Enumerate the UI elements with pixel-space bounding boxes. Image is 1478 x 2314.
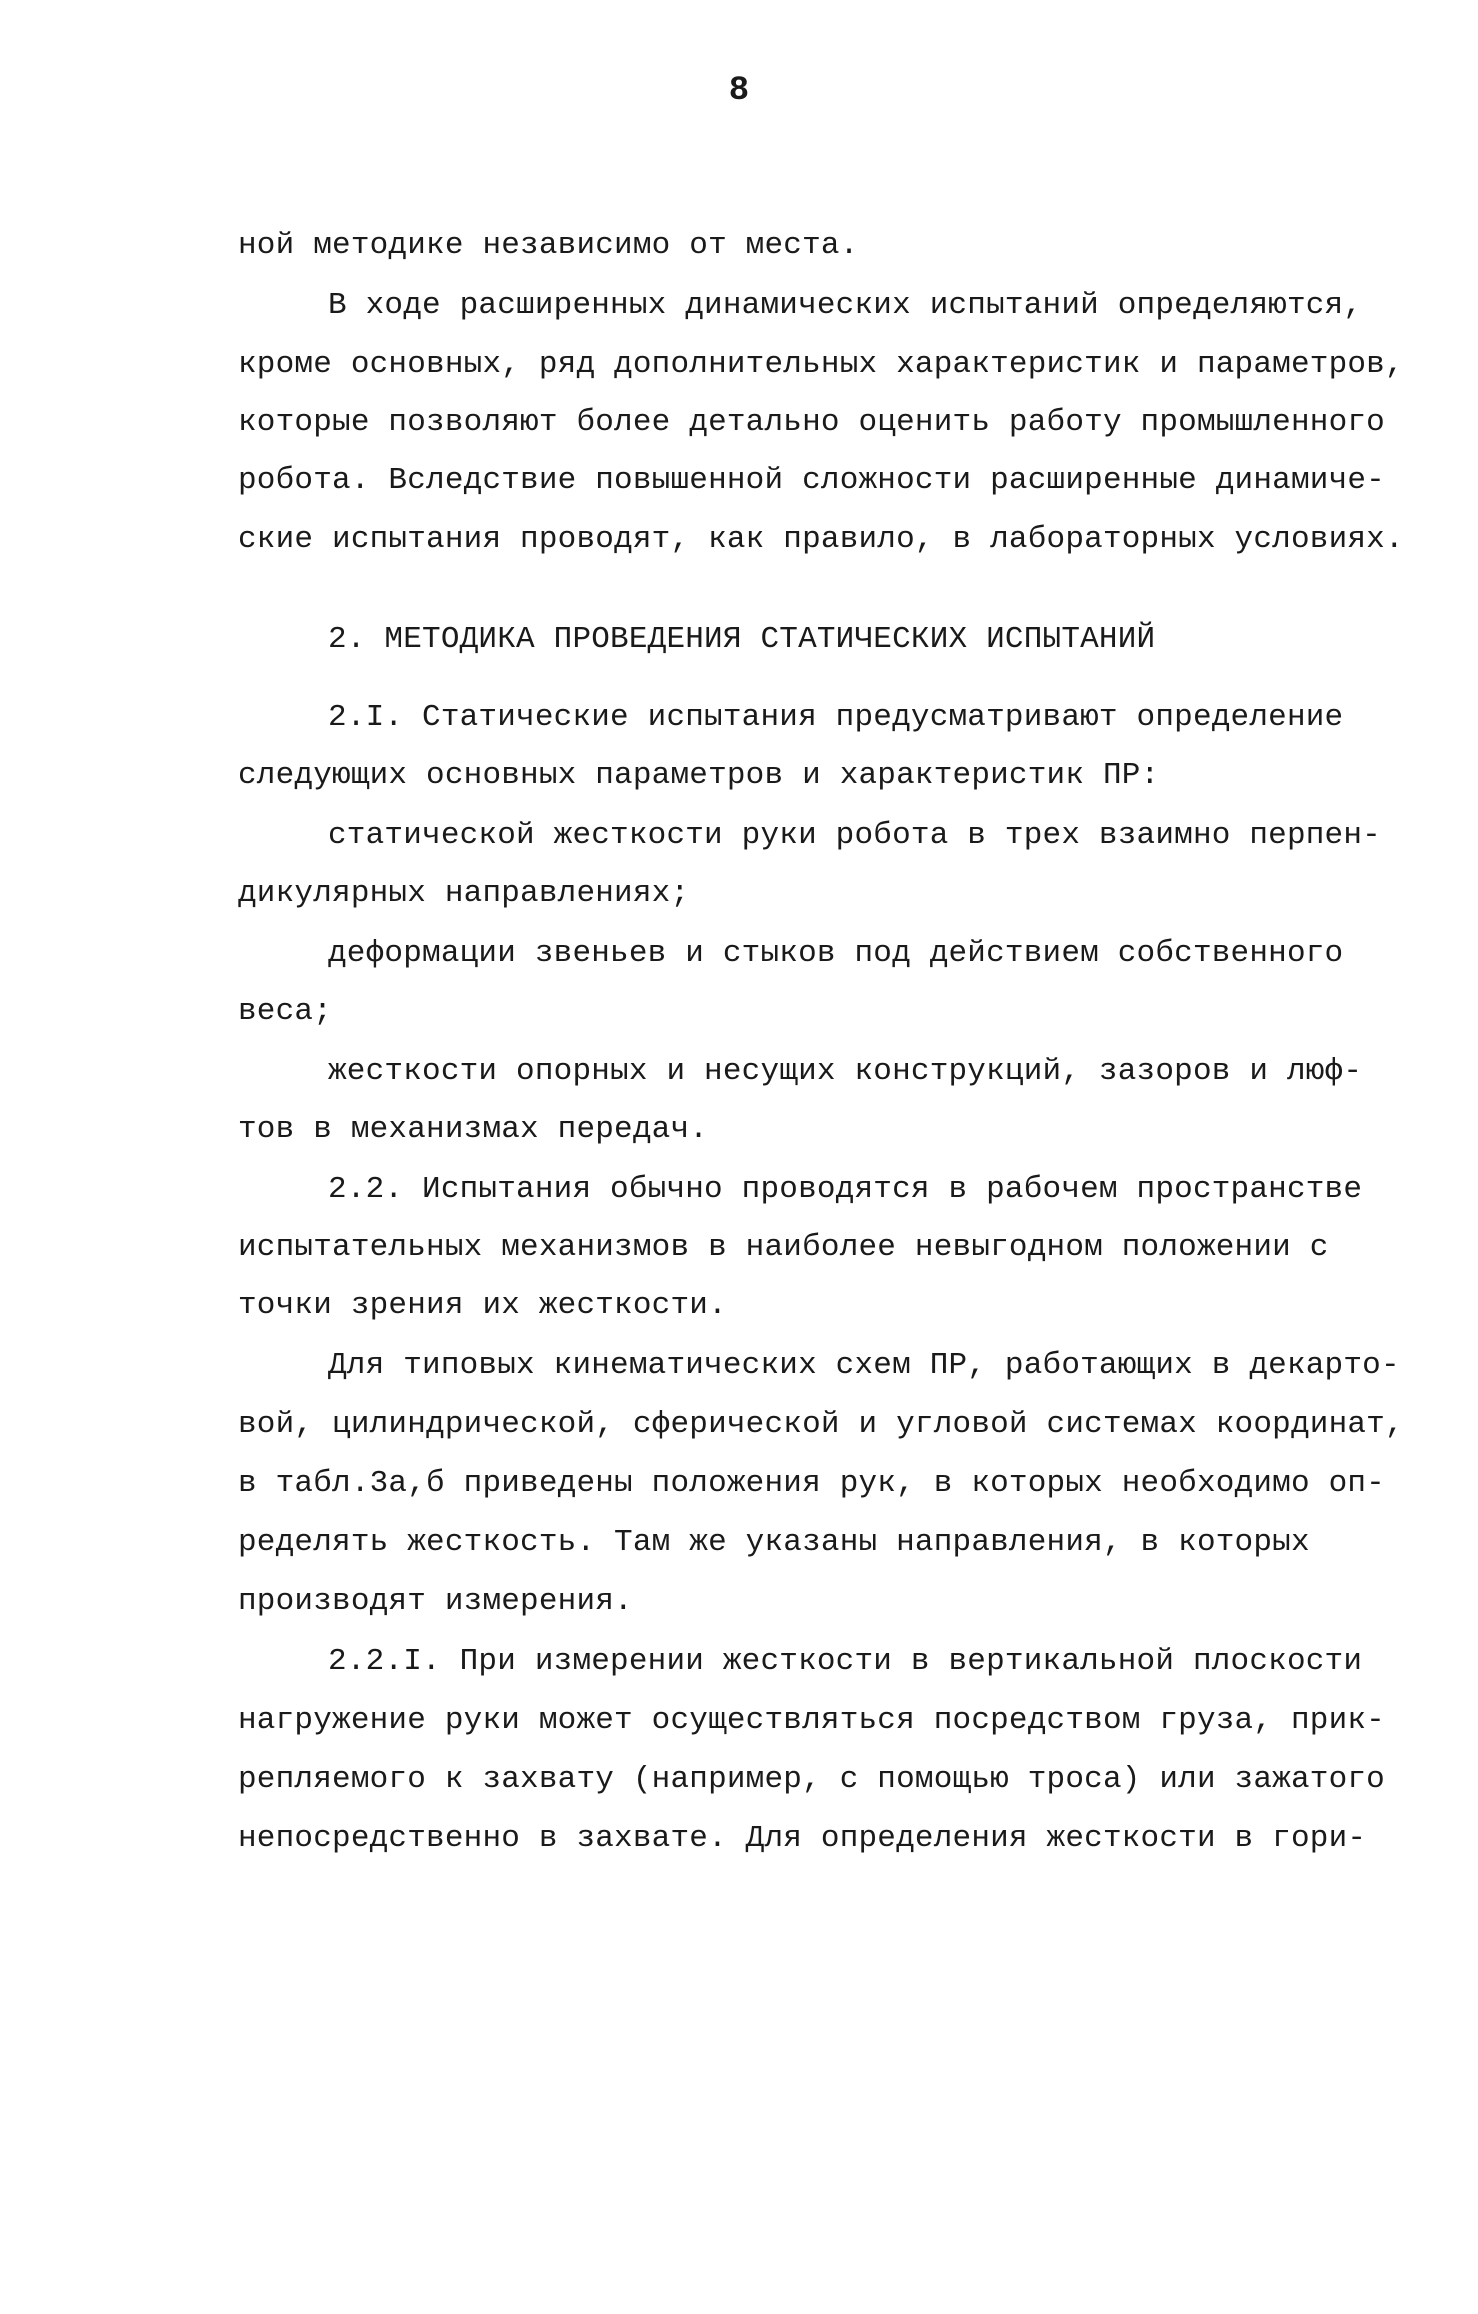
text-line: Для типовых кинематических схем ПР, работающих в декарто-	[328, 1348, 1400, 1383]
text-line: испытательных механизмов в наиболее невыгодном положении с	[238, 1230, 1329, 1265]
text-line: непосредственно в захвате. Для определения жесткости в гори-	[238, 1821, 1367, 1856]
text-line: деформации звеньев и стыков под действием собственного	[328, 936, 1344, 971]
text-line: статической жесткости руки робота в трех взаимно перпен-	[328, 818, 1381, 853]
text-line: которые позволяют более детально оценить работу промышленного	[238, 405, 1385, 440]
text-line: веса;	[238, 994, 333, 1029]
text-line: производят измерения.	[238, 1584, 633, 1619]
text-line: кроме основных, ряд дополнительных характеристик и параметров,	[238, 347, 1404, 382]
text-line: точки зрения их жесткости.	[238, 1288, 727, 1323]
text-line: 2.2.I. При измерении жесткости в вертикальной плоскости	[328, 1644, 1363, 1679]
text-line: нагружение руки может осуществляться посредством груза, прик-	[238, 1703, 1385, 1738]
text-line: вой, цилиндрической, сферической и угловой системах координат,	[238, 1407, 1404, 1442]
section-heading: 2. МЕТОДИКА ПРОВЕДЕНИЯ СТАТИЧЕСКИХ ИСПЫТАНИЙ	[328, 622, 1156, 657]
page-number: 8	[728, 72, 750, 110]
text-line: В ходе расширенных динамических испытаний определяются,	[328, 288, 1363, 323]
text-line: в табл.3а,б приведены положения рук, в которых необходимо оп-	[238, 1466, 1385, 1501]
text-line: 2.2. Испытания обычно проводятся в рабочем пространстве	[328, 1172, 1363, 1207]
text-line: тов в механизмах передач.	[238, 1112, 709, 1147]
text-line: репляемого к захвату (например, с помощью троса) или зажатого	[238, 1762, 1385, 1797]
text-line: робота. Вследствие повышенной сложности расширенные динамиче-	[238, 463, 1385, 498]
text-line: жесткости опорных и несущих конструкций, зазоров и люф-	[328, 1054, 1363, 1089]
text-line: ские испытания проводят, как правило, в лабораторных условиях.	[238, 522, 1404, 557]
text-line: следующих основных параметров и характеристик ПР:	[238, 758, 1160, 793]
text-line: ной методике независимо от места.	[238, 228, 859, 263]
text-line: ределять жесткость. Там же указаны направления, в которых	[238, 1525, 1310, 1560]
text-line: 2.I. Статические испытания предусматривают определение	[328, 700, 1344, 735]
text-line: дикулярных направлениях;	[238, 876, 690, 911]
